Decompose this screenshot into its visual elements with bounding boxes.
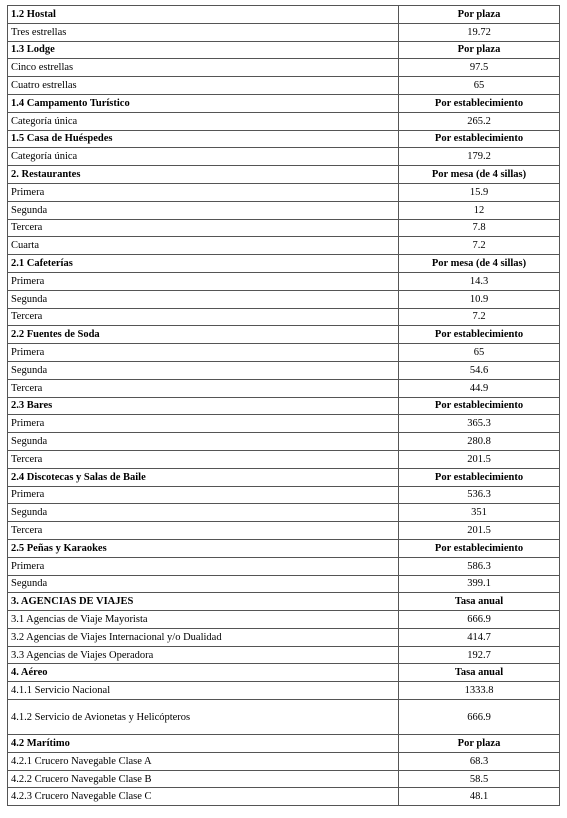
rate-value-cell: 586.3 [399,557,560,575]
rate-value-cell: 666.9 [399,700,560,735]
section-title-cell: 4.2 Marítimo [8,735,399,753]
item-label-cell: Primera [8,557,399,575]
item-label-cell: Categoría única [8,148,399,166]
section-title-cell: 2.2 Fuentes de Soda [8,326,399,344]
section-header-row [8,539,560,557]
table-row [8,379,560,397]
table-row [8,450,560,468]
section-title-cell: 1.5 Casa de Huéspedes [8,130,399,148]
section-header-row [8,593,560,611]
rate-value-cell: 365.3 [399,415,560,433]
rate-value-cell: 68.3 [399,752,560,770]
item-label-cell: Segunda [8,361,399,379]
item-label-cell: Tercera [8,219,399,237]
item-label-cell: Cuarta [8,237,399,255]
table-row [8,682,560,700]
unit-header-cell: Por mesa (de 4 sillas) [399,166,560,184]
table-row [8,344,560,362]
item-label-cell: 4.2.1 Crucero Navegable Clase A [8,752,399,770]
section-header-row [8,255,560,273]
item-label-cell: Segunda [8,433,399,451]
item-label-cell: 3.1 Agencias de Viaje Mayorista [8,611,399,629]
table-row [8,433,560,451]
item-label-cell: Segunda [8,504,399,522]
unit-header-cell: Por plaza [399,6,560,24]
rate-value-cell: 536.3 [399,486,560,504]
rate-value-cell: 351 [399,504,560,522]
item-label-cell: Tercera [8,308,399,326]
table-row [8,486,560,504]
rate-value-cell: 97.5 [399,59,560,77]
item-label-cell: 4.1.2 Servicio de Avionetas y Helicópteros [8,700,399,735]
table-row [8,183,560,201]
section-title-cell: 4. Aéreo [8,664,399,682]
table-row [8,201,560,219]
item-label-cell: Primera [8,272,399,290]
section-title-cell: 3. AGENCIAS DE VIAJES [8,593,399,611]
rate-value-cell: 265.2 [399,112,560,130]
unit-header-cell: Por plaza [399,41,560,59]
section-title-cell: 2.1 Cafeterías [8,255,399,273]
unit-header-cell: Tasa anual [399,664,560,682]
item-label-cell: 4.2.3 Crucero Navegable Clase C [8,788,399,806]
table-row [8,611,560,629]
rate-value-cell: 399.1 [399,575,560,593]
item-label-cell: Primera [8,344,399,362]
section-header-row [8,397,560,415]
unit-header-cell: Por plaza [399,735,560,753]
table-row [8,237,560,255]
rate-value-cell: 48.1 [399,788,560,806]
rate-value-cell: 192.7 [399,646,560,664]
rate-value-cell: 7.2 [399,308,560,326]
tariff-table [7,5,560,806]
item-label-cell: Tercera [8,522,399,540]
item-label-cell: 3.2 Agencias de Viajes Internacional y/o Dualidad [8,628,399,646]
rate-value-cell: 280.8 [399,433,560,451]
table-row [8,219,560,237]
table-row [8,23,560,41]
section-title-cell: 2. Restaurantes [8,166,399,184]
section-header-row [8,166,560,184]
item-label-cell: Tercera [8,450,399,468]
item-label-cell: Primera [8,486,399,504]
table-row [8,415,560,433]
rate-value-cell: 12 [399,201,560,219]
section-header-row [8,41,560,59]
rate-value-cell: 179.2 [399,148,560,166]
table-row [8,752,560,770]
unit-header-cell: Por establecimiento [399,468,560,486]
unit-header-cell: Tasa anual [399,593,560,611]
item-label-cell: 4.1.1 Servicio Nacional [8,682,399,700]
section-header-row [8,94,560,112]
table-row [8,628,560,646]
table-row [8,77,560,95]
section-title-cell: 2.5 Peñas y Karaokes [8,539,399,557]
table-row [8,700,560,735]
rate-value-cell: 44.9 [399,379,560,397]
table-row [8,770,560,788]
unit-header-cell: Por establecimiento [399,94,560,112]
section-header-row [8,6,560,24]
table-row [8,504,560,522]
item-label-cell: 3.3 Agencias de Viajes Operadora [8,646,399,664]
rate-value-cell: 14.3 [399,272,560,290]
rate-value-cell: 666.9 [399,611,560,629]
rate-value-cell: 7.8 [399,219,560,237]
unit-header-cell: Por establecimiento [399,397,560,415]
section-title-cell: 1.3 Lodge [8,41,399,59]
table-row [8,112,560,130]
rate-value-cell: 15.9 [399,183,560,201]
section-header-row [8,130,560,148]
rate-value-cell: 201.5 [399,522,560,540]
rate-value-cell: 19.72 [399,23,560,41]
section-title-cell: 1.4 Campamento Turístico [8,94,399,112]
item-label-cell: Segunda [8,290,399,308]
item-label-cell: Primera [8,183,399,201]
section-title-cell: 1.2 Hostal [8,6,399,24]
rate-value-cell: 10.9 [399,290,560,308]
section-title-cell: 2.4 Discotecas y Salas de Baile [8,468,399,486]
rate-value-cell: 7.2 [399,237,560,255]
table-row [8,646,560,664]
rate-value-cell: 414.7 [399,628,560,646]
table-row [8,557,560,575]
item-label-cell: Segunda [8,575,399,593]
table-row [8,148,560,166]
rate-value-cell: 1333.8 [399,682,560,700]
tariff-table-body [8,6,560,806]
item-label-cell: Cuatro estrellas [8,77,399,95]
table-row [8,308,560,326]
table-row [8,522,560,540]
item-label-cell: Segunda [8,201,399,219]
table-row [8,575,560,593]
section-header-row [8,664,560,682]
table-row [8,59,560,77]
unit-header-cell: Por establecimiento [399,326,560,344]
unit-header-cell: Por mesa (de 4 sillas) [399,255,560,273]
rate-value-cell: 54.6 [399,361,560,379]
section-header-row [8,735,560,753]
item-label-cell: Tres estrellas [8,23,399,41]
item-label-cell: Cinco estrellas [8,59,399,77]
rate-value-cell: 65 [399,77,560,95]
item-label-cell: Tercera [8,379,399,397]
rate-value-cell: 65 [399,344,560,362]
section-title-cell: 2.3 Bares [8,397,399,415]
table-row [8,361,560,379]
rate-value-cell: 58.5 [399,770,560,788]
section-header-row [8,326,560,344]
section-header-row [8,468,560,486]
table-row [8,272,560,290]
table-row [8,290,560,308]
table-row [8,788,560,806]
item-label-cell: Primera [8,415,399,433]
item-label-cell: Categoría única [8,112,399,130]
unit-header-cell: Por establecimiento [399,130,560,148]
item-label-cell: 4.2.2 Crucero Navegable Clase B [8,770,399,788]
unit-header-cell: Por establecimiento [399,539,560,557]
rate-value-cell: 201.5 [399,450,560,468]
